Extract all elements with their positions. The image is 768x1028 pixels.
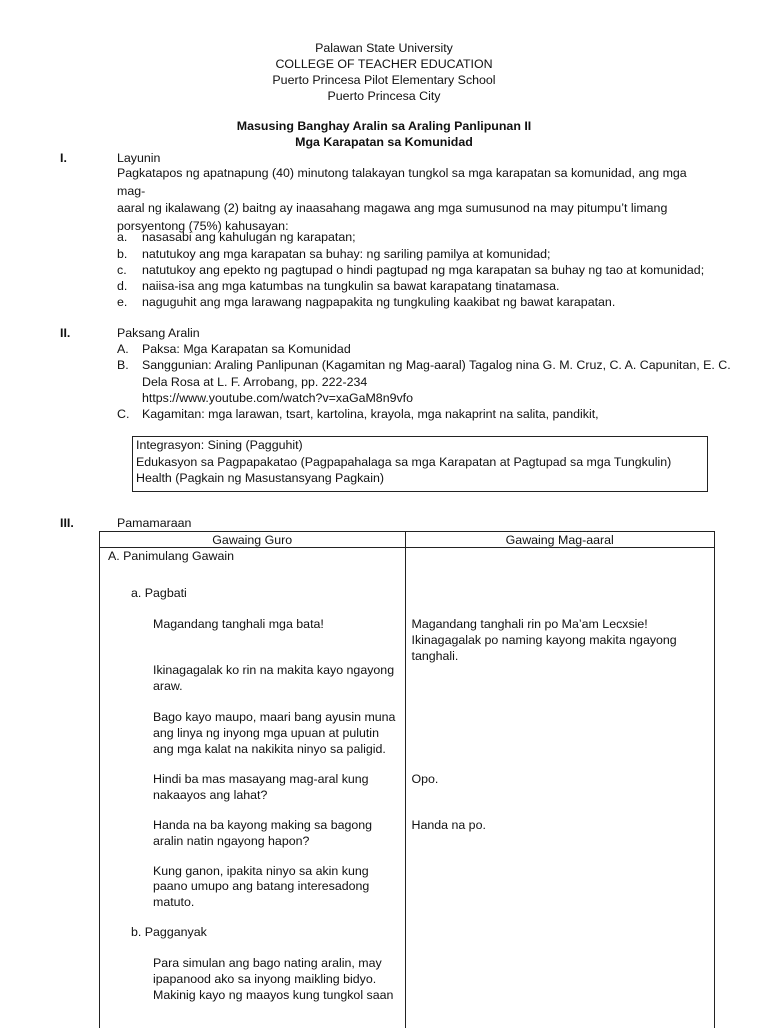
integration-box: [132, 436, 708, 492]
teacher-line: nakaayos ang lahat?: [153, 788, 267, 804]
teacher-line: paano umupo ang batang interesadong: [153, 879, 369, 895]
integration-line: Edukasyon sa Pagpapakatao (Pagpapahalaga sa mga Karapatan at Pagtupad sa mga Tungkulin): [133, 454, 707, 471]
teacher-line: Para simulan ang bago nating aralin, may: [153, 956, 382, 972]
objective-text: natutukoy ang mga karapatan sa buhay: ng sariling pamilya at komunidad;: [142, 246, 550, 262]
procedure-table: [99, 531, 715, 1028]
objective-letter: d.: [117, 278, 137, 294]
objective-letter: b.: [117, 246, 137, 262]
integration-line: Integrasyon: Sining (Pagguhit): [133, 437, 707, 454]
section-1-intro: [117, 165, 717, 235]
item-letter: B.: [117, 357, 137, 373]
title-line-1: Masusing Banghay Aralin sa Araling Panlipunan II: [0, 118, 768, 134]
teacher-line: ipapanood ako sa inyong maikling bidyo.: [153, 972, 376, 988]
teacher-line: ang linya ng inyong mga upuan at pulutin: [153, 726, 379, 742]
student-line: Handa na po.: [412, 818, 486, 834]
document-title: [0, 118, 768, 150]
document-header: [0, 40, 768, 104]
item-text: Paksa: Mga Karapatan sa Komunidad: [142, 341, 351, 357]
teacher-line: Makinig kayo ng maayos kung tungkol saan: [153, 988, 393, 1004]
student-line: tanghali.: [412, 649, 459, 665]
teacher-activities-cell: [100, 548, 406, 1028]
teacher-line: Ikinagagalak ko rin na makita kayo ngayong: [153, 663, 394, 679]
section-2-numeral: II.: [60, 325, 70, 341]
student-line: Magandang tanghali rin po Ma’am Lecxsie!: [412, 617, 648, 633]
teacher-line: ang mga kalat na nakikita ninyo sa paligid.: [153, 742, 386, 758]
teacher-line: Handa na ba kayong making sa bagong: [153, 818, 372, 834]
objective-text: natutukoy ang epekto ng pagtupad o hindi pagtupad ng mga karapatan sa buhay ng tao at komunidad;: [142, 262, 704, 278]
intro-line: porsyentong (75%) kahusayan:: [117, 218, 717, 236]
section-2-label: Paksang Aralin: [117, 325, 200, 341]
student-activities-cell: [405, 548, 715, 1028]
section-3-label: Pamamaraan: [117, 515, 191, 531]
college-name: COLLEGE OF TEACHER EDUCATION: [0, 56, 768, 72]
teacher-line: Hindi ba mas masayang mag-aral kung: [153, 772, 369, 788]
objective-text: nasasabi ang kahulugan ng karapatan;: [142, 229, 356, 245]
school-name: Puerto Princesa Pilot Elementary School: [0, 72, 768, 88]
student-line: Opo.: [412, 772, 439, 788]
teacher-line: matuto.: [153, 895, 194, 911]
section-3-numeral: III.: [60, 515, 74, 531]
integration-line: Health (Pagkain ng Masustansyang Pagkain): [133, 470, 707, 487]
sub-a-heading: a. Pagbati: [131, 586, 187, 602]
objective-letter: e.: [117, 294, 137, 310]
teacher-line: Magandang tanghali mga bata!: [153, 617, 324, 633]
teacher-line: aralin natin ngayong hapon?: [153, 834, 309, 850]
university-name: Palawan State University: [0, 40, 768, 56]
sub-b-heading: b. Pagganyak: [131, 925, 207, 941]
section-1-label: Layunin: [117, 150, 160, 166]
teacher-line: araw.: [153, 679, 183, 695]
part-a-heading: A. Panimulang Gawain: [108, 549, 234, 565]
item-text: Kagamitan: mga larawan, tsart, kartolina, krayola, mga nakaprint na salita, pandikit,: [142, 406, 599, 422]
item-letter: C.: [117, 406, 137, 422]
teacher-line: Kung ganon, ipakita ninyo sa akin kung: [153, 864, 369, 880]
teacher-line: Bago kayo maupo, maari bang ayusin muna: [153, 710, 395, 726]
item-text: Dela Rosa at L. F. Arrobang, pp. 222-234: [142, 374, 367, 390]
item-text: Sanggunian: Araling Panlipunan (Kagamitan ng Mag-aaral) Tagalog nina G. M. Cruz, C. A. Capunitan, E. C.: [142, 357, 731, 373]
objective-text: naiisa-isa ang mga katumbas na tungkulin sa bawat karapatang tinatamasa.: [142, 278, 559, 294]
section-1-numeral: I.: [60, 150, 67, 166]
item-text: https://www.youtube.com/watch?v=xaGaM8n9vfo: [142, 390, 413, 406]
city-name: Puerto Princesa City: [0, 88, 768, 104]
item-letter: A.: [117, 341, 137, 357]
student-column-header: Gawaing Mag-aaral: [405, 532, 715, 548]
title-line-2: Mga Karapatan sa Komunidad: [0, 134, 768, 150]
intro-line: aaral ng ikalawang (2) baitng ay inaasahang magawa ang mga sumusunod na may pitumpu’t limang: [117, 200, 717, 218]
teacher-column-header: Gawaing Guro: [100, 532, 406, 548]
objective-letter: a.: [117, 229, 137, 245]
student-line: Ikinagagalak po naming kayong makita ngayong: [412, 633, 677, 649]
intro-line: Pagkatapos ng apatnapung (40) minutong talakayan tungkol sa mga karapatan sa komunidad, ang mga mag-: [117, 165, 717, 200]
objective-text: naguguhit ang mga larawang nagpapakita ng tungkuling kaakibat ng bawat karapatan.: [142, 294, 615, 310]
objective-letter: c.: [117, 262, 137, 278]
